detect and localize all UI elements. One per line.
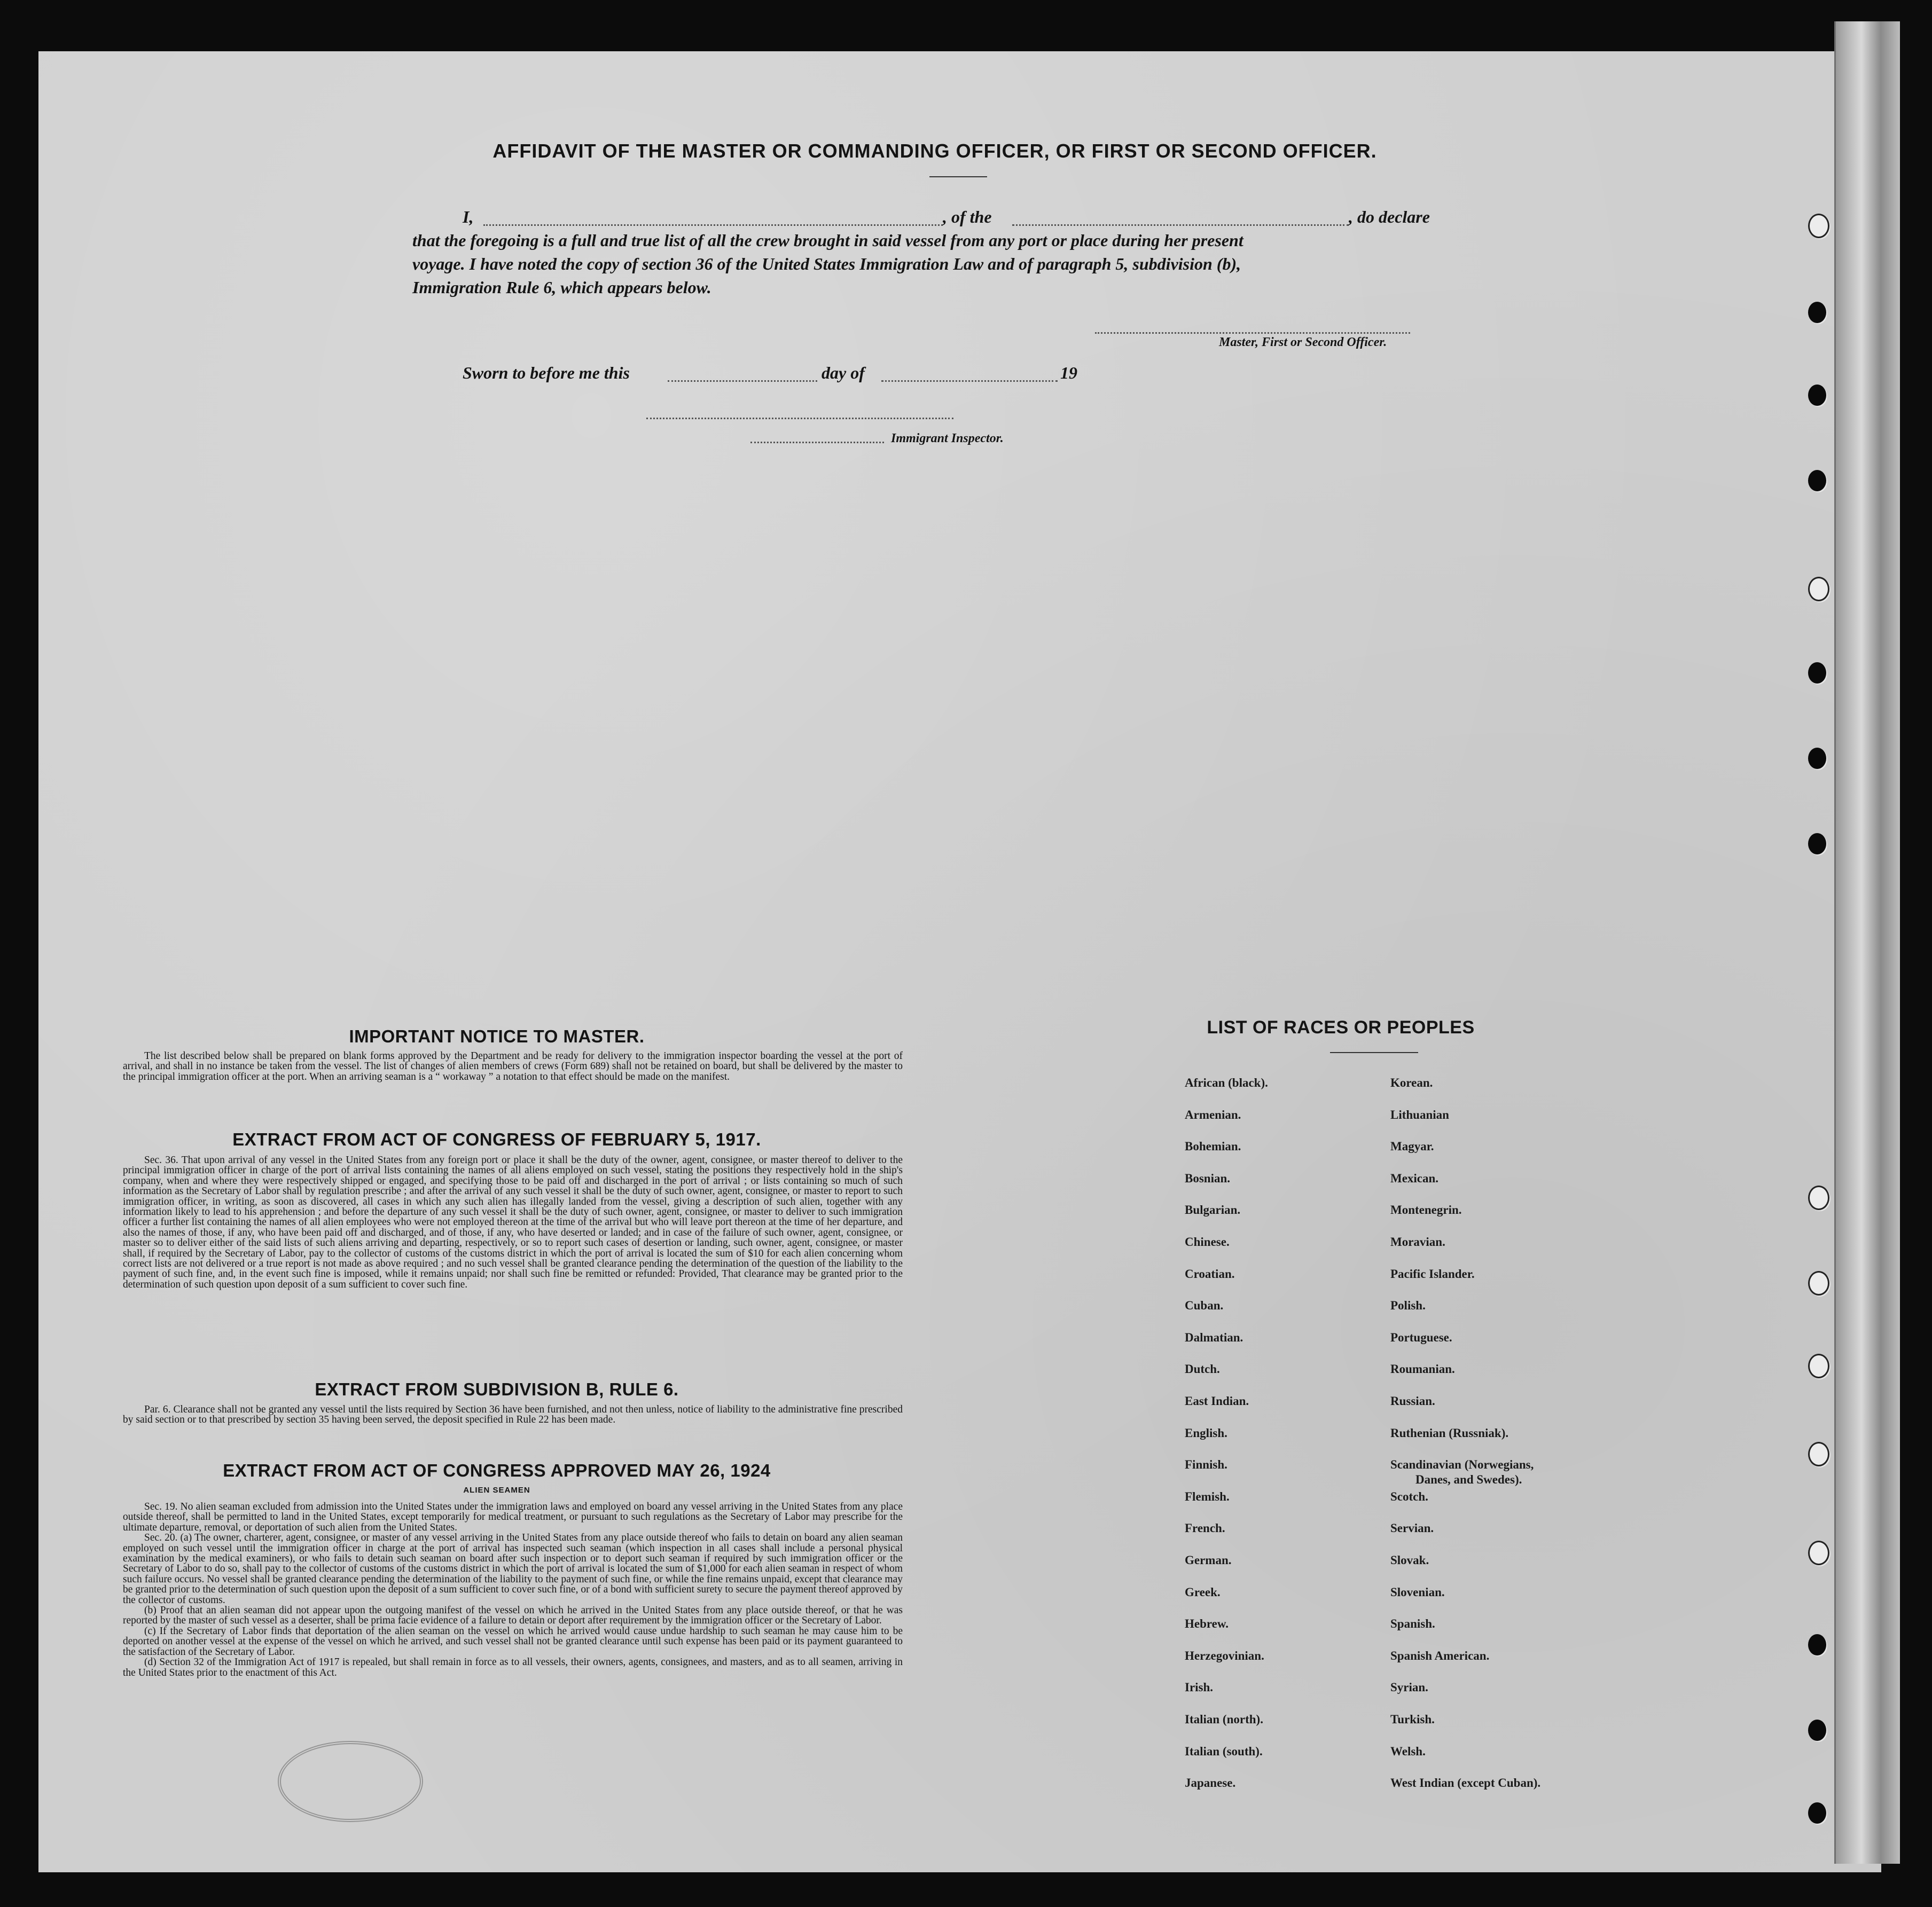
race-item: Scotch. [1390,1489,1428,1503]
race-item: Irish. [1185,1681,1214,1694]
race-item: Syrian. [1390,1681,1428,1694]
vessel-blank [1012,224,1349,226]
extract-1917-title: EXTRACT FROM ACT OF CONGRESS OF FEBRUARY 5, 1917. [232,1129,761,1149]
affidavit-line-4: Immigration Rule 6, which appears below. [412,278,711,297]
races-title: LIST OF RACES OR PEOPLES [1207,1017,1475,1038]
race-item: Dalmatian. [1185,1330,1243,1344]
race-item: Mexican. [1390,1171,1439,1185]
section-19-paragraph: Sec. 19. No alien seaman excluded from admission into the United States under the immigration laws and employed on board any vessel arriving in the United States from any place outside thereof, shall be permitted to land in the United States, except temporarily for medical treatment, or pursuant to such regulations as the Secretary of Labor may prescribe for the ultimate departure, removal, or deportation of such alien from the United States. [123,1501,903,1533]
affidavit-line-3: voyage. I have noted the copy of section 36 of the United States Immigration Law and of paragraph 5, subdivision (b), [412,254,1241,273]
binder-hole [1808,1442,1829,1466]
race-item: African (black). [1185,1076,1268,1089]
archive-stamp [278,1741,423,1822]
extract-1924-body [123,1502,903,1678]
race-item: Finnish. [1185,1458,1227,1472]
extract-rule6-title: EXTRACT FROM SUBDIVISION B, RULE 6. [315,1379,679,1399]
race-item: Herzegovinian. [1185,1649,1264,1662]
page-edge-stack [1834,21,1900,1864]
binder-hole [1808,1634,1826,1655]
race-item: French. [1185,1521,1225,1535]
race-item: Pacific Islander. [1390,1267,1475,1281]
race-item: Spanish. [1390,1617,1435,1631]
month-blank [881,380,1058,382]
race-item: Korean. [1390,1076,1433,1089]
race-item: Hebrew. [1185,1617,1229,1631]
race-item: Slovak. [1390,1553,1429,1567]
section-20d-paragraph: (d) Section 32 of the Immigration Act of 1917 is repealed, but shall remain in force as to all vessels, their owners, agents, consignees, and masters, and as to all seamen, arriving in the United States prior to the enactment of this Act. [123,1657,903,1678]
binder-hole [1808,1354,1829,1378]
section-20c-paragraph: (c) If the Secretary of Labor finds that deportation of the alien seaman on the vessel on which he arrived would cause undue hardship to such seaman he may cause him to be deported on another vessel at the expense of the vessel on which he arrived, and such vessel shall not be granted clearance until such expense has been paid or its payment guaranteed to the satisfaction of the Secretary of Labor. [123,1625,903,1658]
race-item: Flemish. [1185,1489,1230,1503]
race-item: Portuguese. [1390,1330,1452,1344]
binder-hole [1808,384,1826,406]
race-item: Bulgarian. [1185,1203,1241,1217]
race-item: Armenian. [1185,1108,1241,1121]
affidavit-do-declare: , do declare [1349,207,1430,226]
alien-seamen-subtitle: ALIEN SEAMEN [463,1486,530,1495]
binder-hole [1808,577,1829,601]
notice-paragraph: The list described below shall be prepared on blank forms approved by the Department and be ready for delivery to the immigration inspector boarding the vessel at the port of arrival, and shall in no instance be taken from the vessel. The list of changes of alien members of crews (Form 689) shall not be retained on board, but shall be delivered by the master to the principal immigration officer at the port. When an arriving seaman is a “ workaway ” a notation to that effect should be made on the manifest. [123,1050,903,1082]
section-20a-paragraph: Sec. 20. (a) The owner, charterer, agent, consignee, or master of any vessel arriving in the United States from any place outside thereof who fails to detain on board any alien seaman employed on such vessel until the immigration officer in charge at the port of arrival has inspected such seaman (which inspection in all cases shall include a personal physical examination by the medical examiners), or who fails to detain such seaman on board after such inspection or to deport such seaman if required by such immigration officer or the Secretary of Labor to do so, shall pay to the collector of customs of the customs district in which the port of arrival is located the sum of $1,000 for each alien seaman in respect of whom such failure occurs. No vessel shall be granted clearance pending the determination of the liability to the payment of such fine, or while the fine remains unpaid, except that clearance may be granted prior to the determination of such question upon the deposit of a sum sufficient to cover such fine, or of a bond with sufficient surety to secure the payment thereof approved by the collector of customs. [123,1532,903,1606]
race-item: Italian (north). [1185,1713,1263,1726]
race-item: Moravian. [1390,1235,1445,1249]
race-item: English. [1185,1426,1227,1440]
race-item: Bohemian. [1185,1140,1241,1153]
race-item: Turkish. [1390,1713,1435,1726]
affidavit-i: I, [463,207,474,226]
inspector-caption: Immigrant Inspector. [891,431,1004,445]
race-item: Greek. [1185,1585,1221,1599]
inspector-signature-line [750,442,884,443]
binder-hole [1808,302,1826,323]
race-item: East Indian. [1185,1394,1249,1408]
race-item: Welsh. [1390,1744,1426,1758]
race-item: Chinese. [1185,1235,1230,1249]
binder-hole [1808,1186,1829,1210]
section-36-paragraph: Sec. 36. That upon arrival of any vessel in the United States from any foreign port or place it shall be the duty of the owner, agent, consignee, or master thereof to deliver to the principal immigration officer in charge of the port of arrival lists containing the names of all aliens employed on such vessel, stating the positions they respectively hold in the ship's company, when and where they were respectively shipped or engaged, and specifying those to be paid off and discharged in the port of arrival ; or lists containing so much of such information as the Secretary of Labor shall by regulation prescribe ; and after the arrival of any such vessel it shall be the duty of such owner, agent, consignee, or master to report to such immigration officer, in writing, as soon as discovered, all cases in which any such alien has illegally landed from the vessel, giving a description of such alien, together with any information likely to lead to his apprehension ; and before the departure of any such vessel it shall be the duty of such owner, agent, consignee, or master to deliver to such immigration officer a further list containing the names of all alien employees who were not employed thereon at the time of the arrival but who will leave port thereon at the time of her departure, and also the names of those, if any, who have been paid off and discharged, and of those, if any, who have deserted or landed; and in case of the failure of such owner, agent, consignee, or master so to deliver either of the said lists of such aliens arriving and departing, respectively, or so to report such cases of desertion or landing, such owner, agent, consignee, or master shall, if required by the Secretary of Labor, pay to the collector of customs of the customs district in which the port of arrival is located the sum of $10 for each alien concerning whom correct lists are not delivered or a true report is not made as above required ; and no such vessel shall be granted clearance pending the determination of the question of the liability to the payment of such fine, and, in the event such fine is imposed, while it remains unpaid; nor shall such fine be remitted or refunded: Provided, That clearance may be granted prior to the determination of such question upon deposit of a sum sufficient to cover such fine. [123,1155,903,1290]
paragraph-6: Par. 6. Clearance shall not be granted any vessel until the lists required by Section 36 have been furnished, and not then unless, notice of liability to the administrative fine prescribed by said section or to that prescribed by section 35 having been served, the deposit specified in Rule 22 has been made. [123,1404,903,1426]
race-item: Italian (south). [1185,1744,1263,1758]
affidavit-line-2: that the foregoing is a full and true list of all the crew brought in said vessel from any port or place during her present [412,231,1243,250]
race-item: Servian. [1390,1521,1434,1535]
race-item: Danes, and Swedes). [1415,1473,1522,1487]
race-item: West Indian (except Cuban). [1390,1776,1541,1790]
master-signature-line [1095,332,1410,334]
day-blank [668,380,817,382]
master-caption: Master, First or Second Officer. [1219,335,1387,349]
inspector-signature-line-top [646,418,953,419]
race-item: Slovenian. [1390,1585,1445,1599]
race-item: Japanese. [1185,1776,1236,1790]
binder-hole [1808,1802,1826,1824]
races-title-underline [1330,1052,1418,1053]
notice-title: IMPORTANT NOTICE TO MASTER. [349,1026,645,1046]
day-of-text: day of [822,363,865,382]
race-item: Montenegrin. [1390,1203,1462,1217]
race-item: Cuban. [1185,1299,1224,1313]
binder-hole [1808,662,1826,684]
extract-1924-title: EXTRACT FROM ACT OF CONGRESS APPROVED MAY 26, 1924 [223,1461,771,1480]
race-item: Polish. [1390,1299,1426,1313]
race-item: Dutch. [1185,1362,1220,1376]
binder-hole [1808,1720,1826,1741]
sworn-text: Sworn to before me this [463,363,630,382]
affidavit-title: AFFIDAVIT OF THE MASTER OR COMMANDING OFFICER, OR FIRST OR SECOND OFFICER. [492,140,1377,162]
binder-hole [1808,214,1829,238]
binder-hole [1808,748,1826,769]
name-blank [483,224,943,226]
race-item: Lithuanian [1390,1108,1449,1121]
race-item: Magyar. [1390,1140,1434,1153]
notice-body [123,1051,903,1082]
year-prefix: 19 [1060,363,1077,382]
race-item: Roumanian. [1390,1362,1455,1376]
binder-hole [1808,833,1826,854]
affidavit-of-the: , of the [943,207,992,226]
race-item: Bosnian. [1185,1171,1231,1185]
binder-hole [1808,1271,1829,1296]
extract-rule6-body [123,1404,903,1425]
race-item: Croatian. [1185,1267,1235,1281]
race-item: Russian. [1390,1394,1435,1408]
race-item: Spanish American. [1390,1649,1490,1662]
binder-hole [1808,1541,1829,1565]
binder-hole [1808,470,1826,491]
race-item: Scandinavian (Norwegians, [1390,1458,1534,1472]
section-20b-paragraph: (b) Proof that an alien seaman did not appear upon the outgoing manifest of the vessel on which he arrived in the United States from any place outside thereof, or that he was reported by the master of such vessel as a deserter, shall be prima facie evidence of a failure to detain or deport after requirement by the immigration officer or the Secretary of Labor. [123,1605,903,1627]
race-item: Ruthenian (Russniak). [1390,1426,1509,1440]
title-underline [929,176,987,177]
race-item: German. [1185,1553,1232,1567]
extract-1917-body [123,1155,903,1290]
